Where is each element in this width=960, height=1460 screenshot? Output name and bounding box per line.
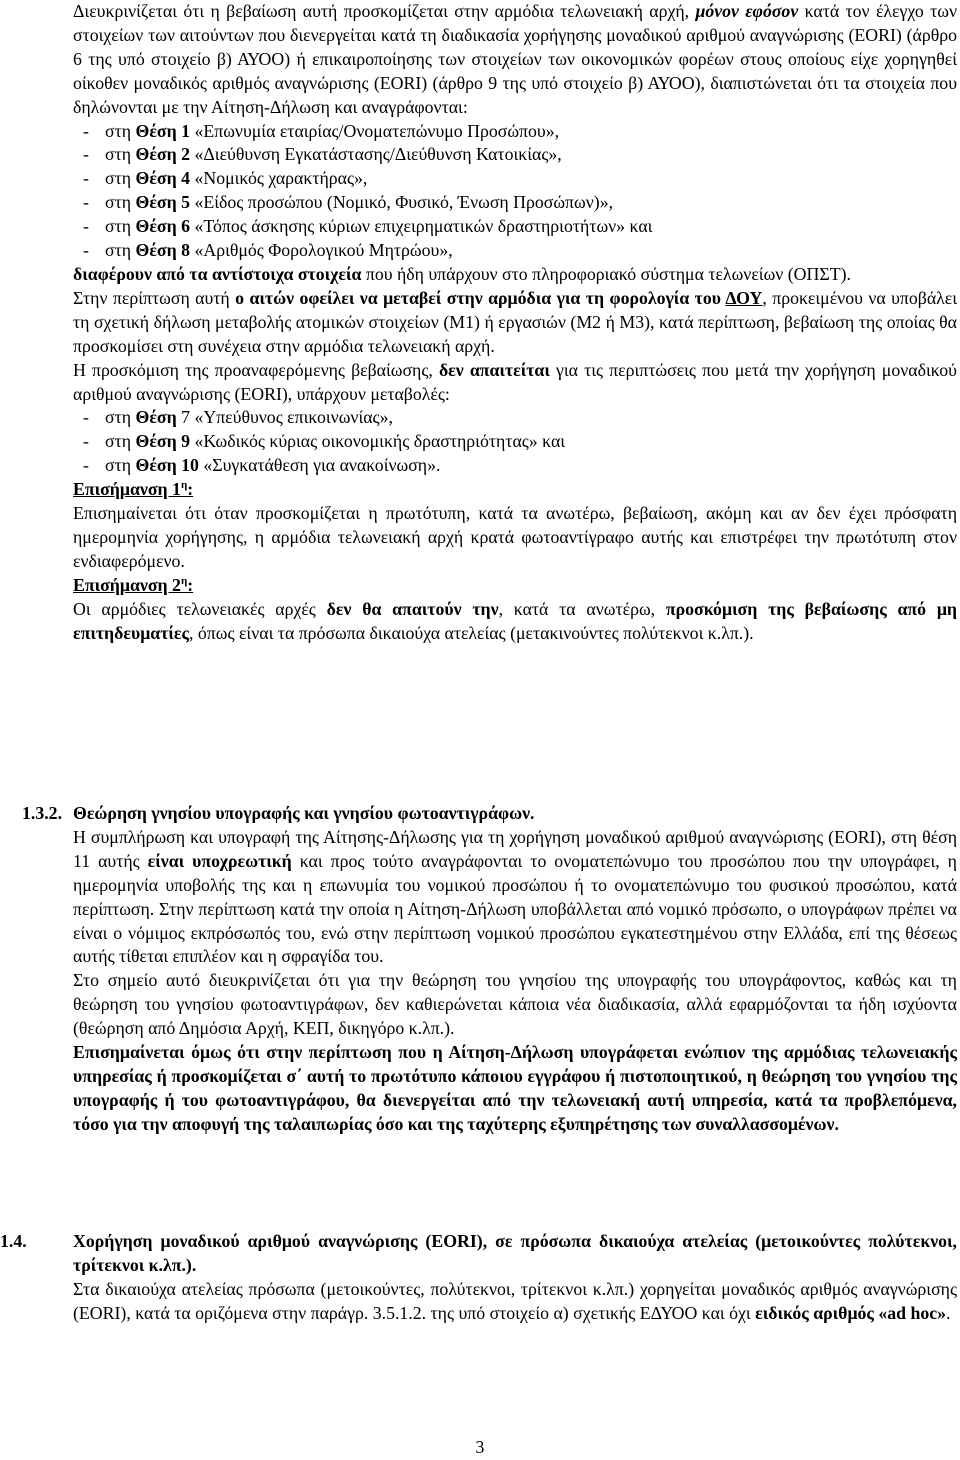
text-run: «Αριθμός Φορολογικού Μητρώου», [190,240,453,261]
text-run: στη [105,407,136,428]
text-run: ειδικός αριθμός «ad hoc» [755,1302,947,1323]
text-run: Επισημαίνεται ότι όταν προσκομίζεται η πρωτότυπη, κατά τα ανωτέρω, βεβαίωση, ακόμη και αν δεν έχει πρόσφατη ημερομηνία χορήγησης, η αρμόδια τελωνειακή αρχή κρατά φωτοαντίγραφο αυτής και επιστρέφει την πρωτότυπη στον ενδιαφερόμενο. [73,503,957,571]
text-run: διαφέρουν από τα αντίστοιχα στοιχεία [73,263,362,284]
text-run: «Συγκατάθεση για ανακοίνωση». [198,455,441,476]
text-run: «Είδος προσώπου (Νομικό, Φυσικό, Ένωση Προσώπων)», [190,192,614,213]
text-run: Οι αρμόδιες τελωνειακές αρχές [73,598,327,619]
text-run: στη [105,120,136,141]
section-1-3-2-paragraph-2 [0,969,957,1041]
text-run: «Τόπος άσκησης κύριων επιχειρηματικών δραστηριοτήτων» και [190,216,653,237]
text-run: Θέση 6 [135,216,191,237]
text-run: στη [105,240,136,261]
list-item [73,215,957,239]
text-run: Διευκρινίζεται ότι η βεβαίωση αυτή προσκομίζεται στην αρμόδια τελωνειακή αρχή, [73,1,696,21]
text-run: Στα δικαιούχα ατελείας πρόσωπα (μετοικούντες, πολύτεκνοι, τρίτεκνοι κ.λπ.) χορηγείται μοναδικός αριθμός αναγνώρισης (EORI), κατά τα οριζόμενα στην παράγρ. 3.5.1.2. της υπό στοιχείο α) σχετικής ΕΔΥΟΟ και όχι [73,1278,957,1323]
dash-bullet-icon: - [83,120,89,141]
text-run: , κατά τα ανωτέρω, [498,598,666,619]
list-item [73,120,957,144]
list-item [73,239,957,263]
section-1-3-2-number: 1.3.2. [22,803,63,823]
text-run: δεν θα απαιτούν την [326,598,499,619]
text-run: Επισημαίνεται όμως ότι στην περίπτωση που η Αίτηση-Δήλωση υπογράφεται ενώπιον της αρμόδιας τελωνειακής υπηρεσίας ή προσκομίζεται σ΄ αυτή το πρωτότυπο κάποιου εγγράφου ή πιστοποιητικού, η θεώρηση του γνησίου της υπογραφής ή του φωτοαντιγράφου, θα διενεργείται από την τελωνειακή αυτή υπηρεσία, κατά τα προβλεπόμενα, τόσο για την αποφυγή της ταλαιπωρίας όσο και της ταχύτερης εξυπηρέτησης των συναλλασσομένων. [73,1042,957,1134]
text-run: Στο σημείο αυτό διευκρινίζεται ότι για την θεώρηση του γνησίου της υπογραφής του υπογράφοντος, καθώς και τη θεώρηση του γνησίου φωτοαντιγράφων, δεν καθιερώνεται κάποια νέα διαδικασία, αλλά εφαρμόζονται τα ήδη ισχύοντα (θεώρηση από Δημόσια Αρχή, ΚΕΠ, δικηγόρο κ.λπ.). [73,970,957,1039]
dash-bullet-icon: - [83,431,89,452]
dash-bullet-icon: - [83,407,89,428]
text-run: ΔΟΥ [725,287,763,308]
text-run: , όπως είναι τα πρόσωπα δικαιούχα ατελείας (μετακινούντες πολύτεκνοι κ.λπ.). [189,622,754,643]
dash-bullet-icon: - [83,216,89,237]
text-run: «Επωνυμία εταιρίας/Ονοματεπώνυμο Προσώπου», [190,120,560,141]
text-run: στη [105,431,136,452]
section-1-4 [0,1230,957,1326]
text-run: στη [105,192,136,213]
text-run: προσκόμιση της βεβαίωσης από μη επιτηδευματίες [73,598,957,643]
main-content [73,0,957,645]
text-run: 7 «Υπεύθυνος επικοινωνίας», [176,407,393,428]
text-run: δεν απαιτείται [438,359,550,380]
list-item [73,167,957,191]
text-run: Η προσκόμιση της προαναφερόμενης βεβαίωσης, [73,359,439,380]
section-1-3-2-paragraph-3 [0,1041,957,1137]
note-1-title: Επισήμανση $1^\eta$: [73,479,194,500]
text-run: Θέση 10 [135,455,199,476]
text-run: Θέση 1 [135,120,191,141]
text-run: Θέση 9 [135,431,191,452]
page-number: 3 [475,1437,485,1457]
text-run: που ήδη υπάρχουν στο πληροφοριακό σύστημα τελωνείων (ΟΠΣΤ). [361,263,851,284]
text-run: Η συμπλήρωση και υπογραφή της Αίτησης-Δήλωσης για τη χορήγηση μοναδικού αριθμού αναγνώρισης (EORI), στη θέση 11 αυτής [73,826,957,871]
text-run: , προκειμένου να υποβάλει τη σχετική δήλωση μεταβολής ατομικών στοιχείων (Μ1) ή εργασιών (Μ2 ή Μ3), κατά περίπτωση, βεβαίωση της οποίας θα προσκομίσει στη συνέχεια στην αρμόδια τελωνειακή αρχή. [73,287,958,356]
text-run: Στην περίπτωση αυτή [73,287,236,308]
dash-bullet-icon: - [83,240,89,261]
note-2-body [73,598,957,646]
dash-bullet-icon: - [83,455,89,476]
text-run: στη [105,455,136,476]
text-run: ο αιτών οφείλει να μεταβεί στην αρμόδια για τη φορολογία του [235,287,726,308]
text-run: «Διεύθυνση Εγκατάστασης/Διεύθυνση Κατοικίας», [190,144,562,165]
text-run: στη [105,216,136,237]
text-run: Θέση 4 [135,168,191,189]
intro-paragraph [73,0,957,120]
text-run: και προς τούτο αναγράφονται το ονοματεπώνυμο του προσώπου που την υπογράφει, η ημερομηνία υποβολής της και η επωνυμία του νομικού προσώπου ή το ονοματεπώνυμο του φυσικού προσώπου, κατά περίπτωση. Στην περίπτωση κατά την οποία η Αίτηση-Δήλωση υποβάλλεται από νομικό πρόσωπο, ο υπογράφων πρέπει να είναι ο νόμιμος εκπρόσωπός του, ενώ στην περίπτωση νομικού προσώπου εγκατεστημένου στην Ελλάδα, επί της θέσεως αυτής τίθεται επιπλέον και η σφραγίδα του. [73,850,957,967]
position-list-2 [73,406,957,478]
list-item [73,191,957,215]
dash-bullet-icon: - [83,168,89,189]
section-1-3-2-paragraph-1 [0,826,957,969]
note-1-body [73,502,957,574]
text-run: είναι υποχρεωτική [147,850,292,871]
dash-bullet-icon: - [83,144,89,165]
text-run: για τις περιπτώσεις που μετά την χορήγηση μοναδικού αριθμού αναγνώρισης (EORI), υπάρχουν μεταβολές: [73,359,957,404]
list-item [73,406,957,430]
text-run: στη [105,168,136,189]
text-run: μόνον εφόσον [695,1,799,21]
list-item [73,143,957,167]
section-1-3-2-heading [0,802,957,826]
case-paragraph [73,287,957,359]
list-item [73,454,957,478]
text-run: Θέση 5 [135,192,191,213]
section-1-4-number: 1.4. [0,1231,27,1251]
list-item [73,430,957,454]
text-run: Θέση 8 [135,240,191,261]
section-1-4-title: Χορήγηση μοναδικού αριθμού αναγνώρισης (EORI), σε πρόσωπα δικαιούχα ατελείας (μετοικούντες πολύτεκνοι, τρίτεκνοι κ.λπ.). [73,1231,957,1275]
section-1-4-heading [0,1230,957,1278]
text-run: Θέση [135,407,177,428]
text-run: κατά τον έλεγχο των στοιχείων των αιτούντων που διενεργείται κατά τη διαδικασία χορήγησης μοναδικού αριθμού αναγνώρισης (EORI) (άρθρο 6 της υπό στοιχείο β) ΑΥΟΟ) ή επικαιροποίησης των στοιχείων των οικονομικών φορέων στους οποίους είχε χορηγηθεί οίκοθεν μοναδικός αριθμός αναγνώρισης (EORI) (άρθρο 9 της υπό στοιχείο β) ΑΥΟΟ), διαπιστώνεται ότι τα στοιχεία που δηλώνονται με την Αίτηση-Δήλωση και αναγράφονται: [73,1,957,117]
position-list-1 [73,120,957,263]
text-run: . [946,1302,951,1323]
text-run: στη [105,144,136,165]
dash-bullet-icon: - [83,192,89,213]
text-run: Θέση 2 [135,144,191,165]
text-run: «Νομικός χαρακτήρας», [190,168,368,189]
note-2-title: Επισήμανση $2^\eta$: [73,574,194,595]
section-1-3-2 [0,802,957,1137]
text-run: «Κωδικός κύριας οικονομικής δραστηριότητας» και [190,431,566,452]
not-required-paragraph [73,359,957,407]
differ-paragraph [73,263,957,287]
section-1-4-paragraph-1 [0,1278,957,1326]
section-1-3-2-title: Θεώρηση γνησίου υπογραφής και γνησίου φωτοαντιγράφων. [73,803,535,823]
